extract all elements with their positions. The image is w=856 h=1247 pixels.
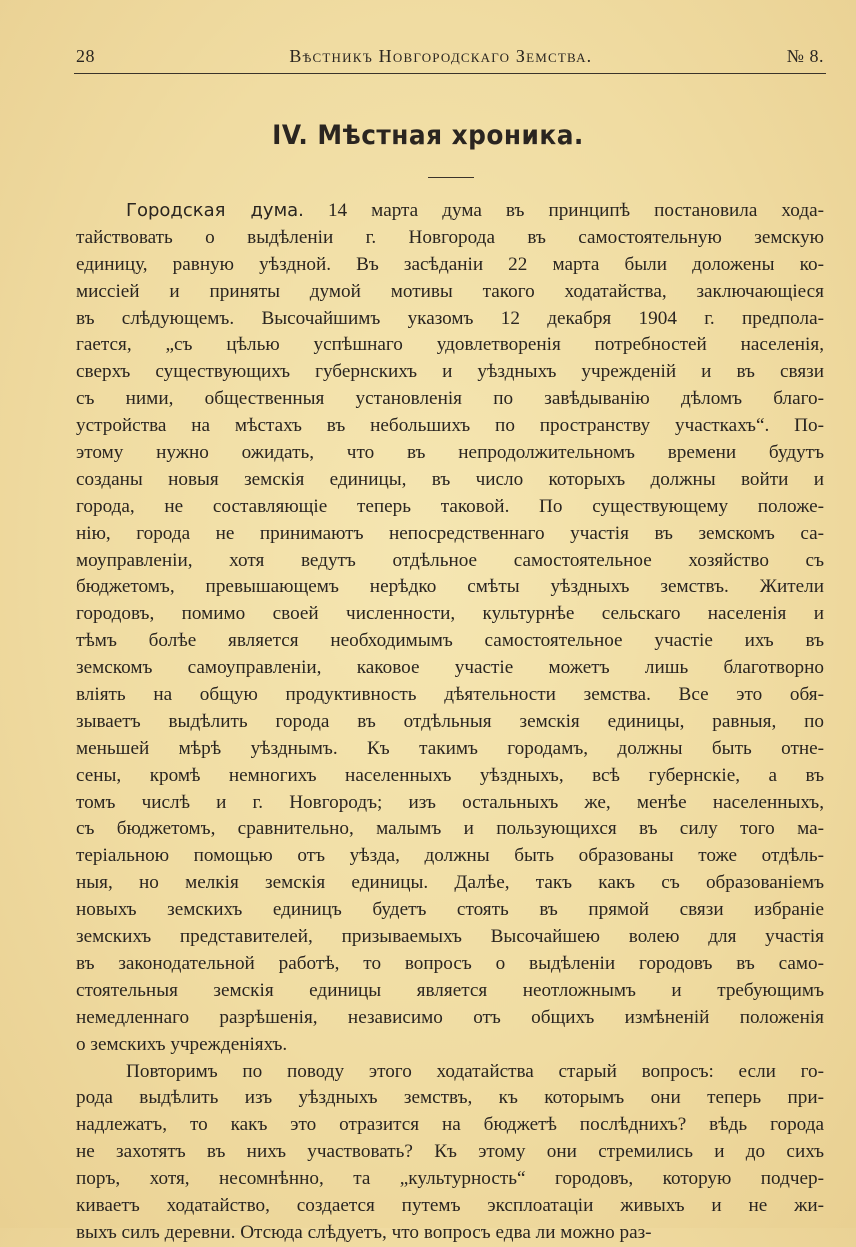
title-rule — [428, 177, 474, 178]
line-text: вліять на общую продуктивность дѣятельности земства. Все это обя- — [76, 684, 824, 706]
line-text: выхъ силъ деревни. Отсюда слѣдуетъ, что вопросъ едва ли можно раз- — [76, 1221, 652, 1243]
text-line — [76, 440, 824, 467]
running-header — [76, 46, 824, 72]
journal-title: Вѣстникъ Новгородскаго Земства. — [289, 46, 593, 66]
line-text: меньшей мѣрѣ уѣзднымъ. Къ такимъ городамъ, должны быть отне- — [76, 737, 824, 759]
text-line — [76, 279, 824, 306]
line-text: въ законодательной работѣ, то вопросъ о выдѣленіи городовъ въ само- — [76, 952, 824, 974]
line-text: сены, кромѣ немногихъ населенныхъ уѣздныхъ, всѣ губернскіе, а въ — [76, 764, 824, 786]
page-number: 28 — [76, 46, 95, 66]
text-line — [76, 225, 824, 252]
text-line — [76, 628, 824, 655]
text-line — [76, 655, 824, 682]
text-line — [76, 574, 824, 601]
text-line — [76, 1139, 824, 1166]
text-line — [76, 1166, 824, 1193]
issue-number: № 8. — [786, 46, 824, 66]
line-text: томъ числѣ и г. Новгородъ; изъ остальныхъ же, менѣе населенныхъ, — [76, 791, 824, 813]
line-text: тѣмъ болѣе является необходимымъ самостоятельное участіе ихъ въ — [76, 630, 824, 652]
text-line — [76, 306, 824, 333]
text-line — [76, 897, 824, 924]
section-title: IV. Мѣстная хроника. — [272, 120, 584, 151]
text-line — [76, 601, 824, 628]
text-line — [76, 1112, 824, 1139]
line-text: рода выдѣлить изъ уѣздныхъ земствъ, къ которымъ они теперь при- — [76, 1087, 824, 1109]
line-text: стоятельныя земскія единицы является неотложнымъ и требующимъ — [76, 979, 824, 1001]
line-text: немедленнаго разрѣшенія, независимо отъ общихъ измѣненій положенія — [76, 1006, 824, 1028]
line-text: города, не составляющіе теперь таковой. По существующему положе- — [76, 495, 824, 517]
text-line — [76, 1005, 824, 1032]
text-line — [76, 843, 824, 870]
text-line — [76, 494, 824, 521]
line-text: бюджетомъ, превышающемъ нерѣдко смѣты уѣздныхъ земствъ. Жители — [76, 576, 824, 598]
header-rule — [74, 73, 826, 74]
text-line — [76, 1220, 824, 1247]
text-line — [76, 709, 824, 736]
line-text: Повторимъ по поводу этого ходатайства старый вопросъ: если го- — [126, 1060, 824, 1082]
text-line — [76, 1032, 824, 1059]
line-text: ныя, но мелкія земскія единицы. Далѣе, такъ какъ съ образованіемъ — [76, 872, 824, 894]
line-text: единицу, равную уѣздной. Въ засѣданіи 22 марта были доложены ко- — [76, 253, 824, 275]
line-text: поръ, хотя, несомнѣнно, та „культурность“ городовъ, которую подчер- — [76, 1168, 824, 1190]
text-line — [76, 413, 824, 440]
line-text: моуправленіи, хотя ведутъ отдѣльное самостоятельное хозяйство съ — [76, 549, 824, 571]
text-line — [76, 467, 824, 494]
text-line — [76, 548, 824, 575]
line-text: этому нужно ожидать, что въ непродолжительномъ времени будутъ — [76, 442, 824, 464]
line-text: сверхъ существующихъ губернскихъ и уѣздныхъ учрежденій и въ связи — [76, 361, 824, 383]
line-text: новыхъ земскихъ единицъ будетъ стоять въ прямой связи избраніе — [76, 899, 824, 921]
line-text: гается, „съ цѣлью успѣшнаго удовлетворенія потребностей населенія, — [76, 334, 824, 356]
text-line — [76, 870, 824, 897]
text-line — [76, 978, 824, 1005]
text-line — [76, 924, 824, 951]
line-text: устройства на мѣстахъ въ небольшихъ по пространству участкахъ“. По- — [76, 415, 824, 437]
paragraph — [76, 198, 824, 1059]
text-line — [76, 1059, 824, 1086]
line-text: киваетъ ходатайство, создается путемъ эксплоатаціи живыхъ и не жи- — [76, 1194, 824, 1216]
line-text: миссіей и приняты думой мотивы такого ходатайства, заключающіеся — [76, 280, 824, 302]
line-text: съ ними, общественныя установленія по завѣдыванію дѣломъ благо- — [76, 388, 824, 410]
line-text: зываетъ выдѣлить города въ отдѣльныя земскія единицы, равныя, по — [76, 710, 824, 732]
text-line — [76, 332, 824, 359]
text-line — [76, 359, 824, 386]
text-line — [76, 1085, 824, 1112]
line-text: не захотятъ въ нихъ участвовать? Къ этому они стремились и до сихъ — [76, 1141, 824, 1163]
text-line — [76, 790, 824, 817]
line-text: нію, города не принимаютъ непосредственнаго участія въ земскомъ са- — [76, 522, 824, 544]
line-text: теріальною помощью отъ уѣзда, должны быть образованы тоже отдѣль- — [76, 845, 824, 867]
text-line — [76, 736, 824, 763]
paragraph-lead: Городская дума. — [126, 200, 304, 221]
line-text: въ слѣдующемъ. Высочайшимъ указомъ 12 декабря 1904 г. предпола- — [76, 307, 824, 329]
line-text: городовъ, помимо своей численности, культурнѣе сельскаго населенія и — [76, 603, 824, 625]
text-line — [76, 816, 824, 843]
paragraph — [76, 1059, 824, 1247]
line-text: надлежатъ, то какъ это отразится на бюджетѣ послѣднихъ? вѣдь города — [76, 1114, 824, 1136]
text-line — [76, 951, 824, 978]
text-line — [76, 763, 824, 790]
text-line — [76, 682, 824, 709]
text-line — [76, 252, 824, 279]
line-text: съ бюджетомъ, сравнительно, малымъ и пользующихся въ силу того ма- — [76, 818, 824, 840]
article-body — [76, 198, 824, 1247]
line-text: созданы новыя земскія единицы, въ число которыхъ должны войти и — [76, 468, 824, 490]
text-line — [76, 521, 824, 548]
line-text: о земскихъ учрежденіяхъ. — [76, 1033, 288, 1055]
line-text: тайствовать о выдѣленіи г. Новгорода въ самостоятельную земскую — [76, 226, 824, 248]
line-text: 14 марта дума въ принципѣ постановила хода- — [303, 200, 824, 221]
text-line — [76, 1193, 824, 1220]
text-line — [76, 386, 824, 413]
line-text: земскихъ представителей, призываемыхъ Высочайшею волею для участія — [76, 926, 824, 948]
line-text: земскомъ самоуправленіи, каковое участіе можетъ лишь благотворно — [76, 657, 824, 679]
text-line — [76, 198, 824, 225]
